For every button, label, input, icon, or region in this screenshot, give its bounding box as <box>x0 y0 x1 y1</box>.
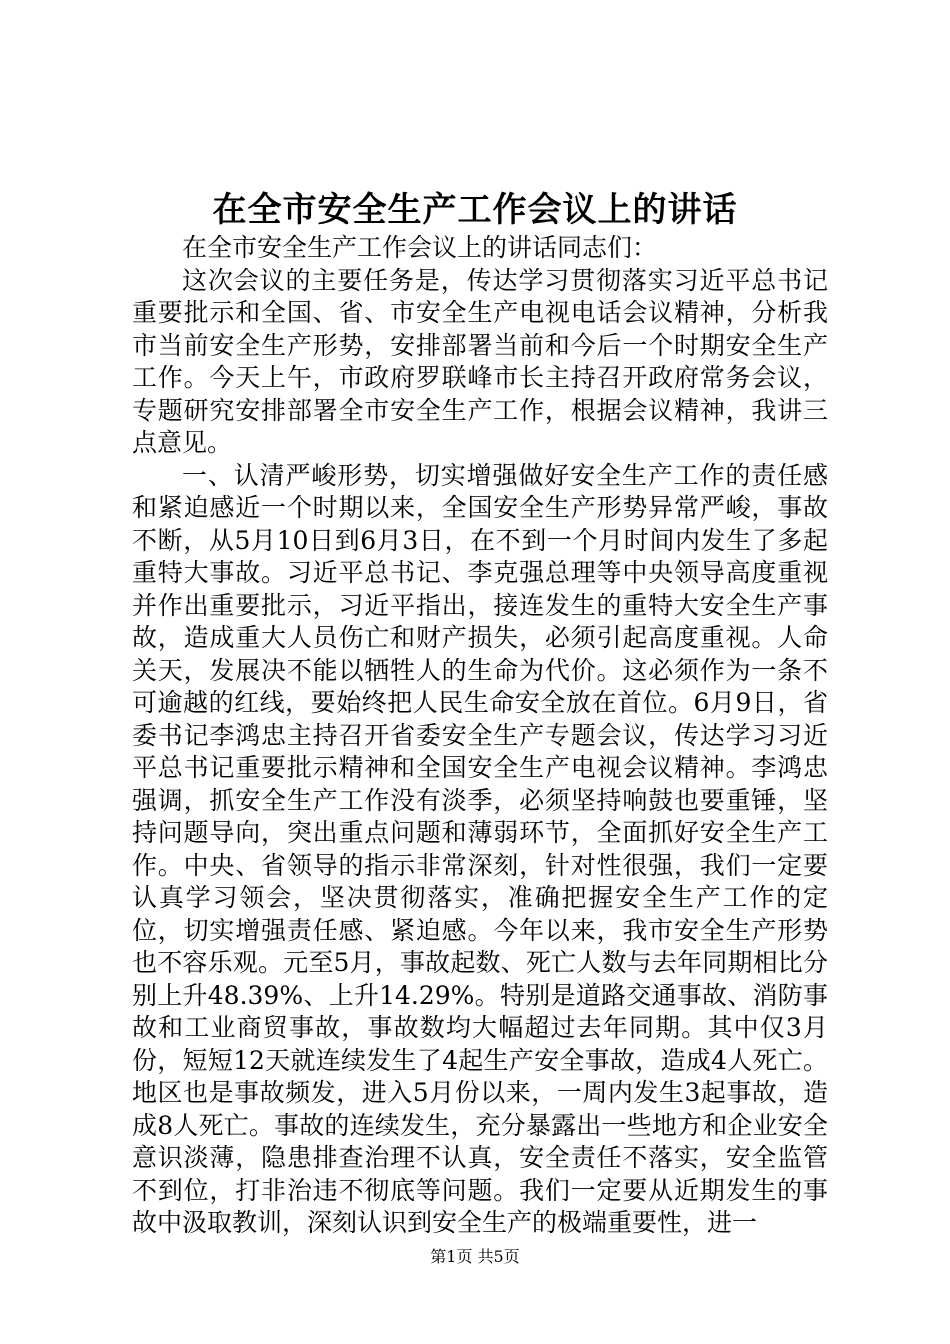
paragraph-greeting: 在全市安全生产工作会议上的讲话同志们： <box>182 233 658 262</box>
paragraph-intro: 这次会议的主要任务是，传达学习贯彻落实习近平总书记重要批示和全国、省、市安全生产电视电话会议精神，分析我市当前安全生产形势，安排部署当前和今后一个时期安全生产工作。今天上午，市政府罗联峰市长主持召开政府常务会议，专题研究安排部署全市安全生产工作，根据会议精神，我讲三点意见。 <box>132 265 828 457</box>
paragraph-section-one: 一、认清严峻形势，切实增强做好安全生产工作的责任感和紧迫感近一个时期以来，全国安全生产形势异常严峻，事故不断，从5月10日到6月3日，在不到一个月时间内发生了多起重特大事故。习近平总书记、李克强总理等中央领导高度重视并作出重要批示，习近平指出，接连发生的重特大安全生产事故，造成重大人员伤亡和财产损失，必须引起高度重视。人命关天，发展决不能以牺牲人的生命为代价。这必须作为一条不可逾越的红线，要始终把人民生命安全放在首位。6月9日，省委书记李鸿忠主持召开省委安全生产专题会议，传达学习习近平总书记重要批示精神和全国安全生产电视会议精神。李鸿忠强调，抓安全生产工作没有淡季，必须坚持响鼓也要重锤，坚持问题导向，突出重点问题和薄弱环节，全面抓好安全生产工作。中央、省领导的指示非常深刻，针对性很强，我们一定要认真学习领会，坚决贯彻落实，准确把握安全生产工作的定位，切实增强责任感、紧迫感。今年以来，我市安全生产形势也不容乐观。元至5月，事故起数、死亡人数与去年同期相比分别上升48.39%、上升14.29%。特别是道路交通事故、消防事故和工业商贸事故，事故数均大幅超过去年同期。其中仅3月份，短短12天就连续发生了4起生产安全事故，造成4人死亡。地区也是事故频发，进入5月份以来，一周内发生3起事故，造成8人死亡。事故的连续发生，充分暴露出一些地方和企业安全意识淡薄，隐患排查治理不认真，安全责任不落实，安全监管不到位，打非治违不彻底等问题。我们一定要从近期发生的事故中汲取教训，深刻认识到安全生产的极端重要性，进一 <box>132 460 828 1237</box>
document-title: 在全市安全生产工作会议上的讲话 <box>212 190 738 230</box>
page-number-footer: 第1页 共5页 <box>430 1247 520 1266</box>
document-body <box>132 232 828 1240</box>
